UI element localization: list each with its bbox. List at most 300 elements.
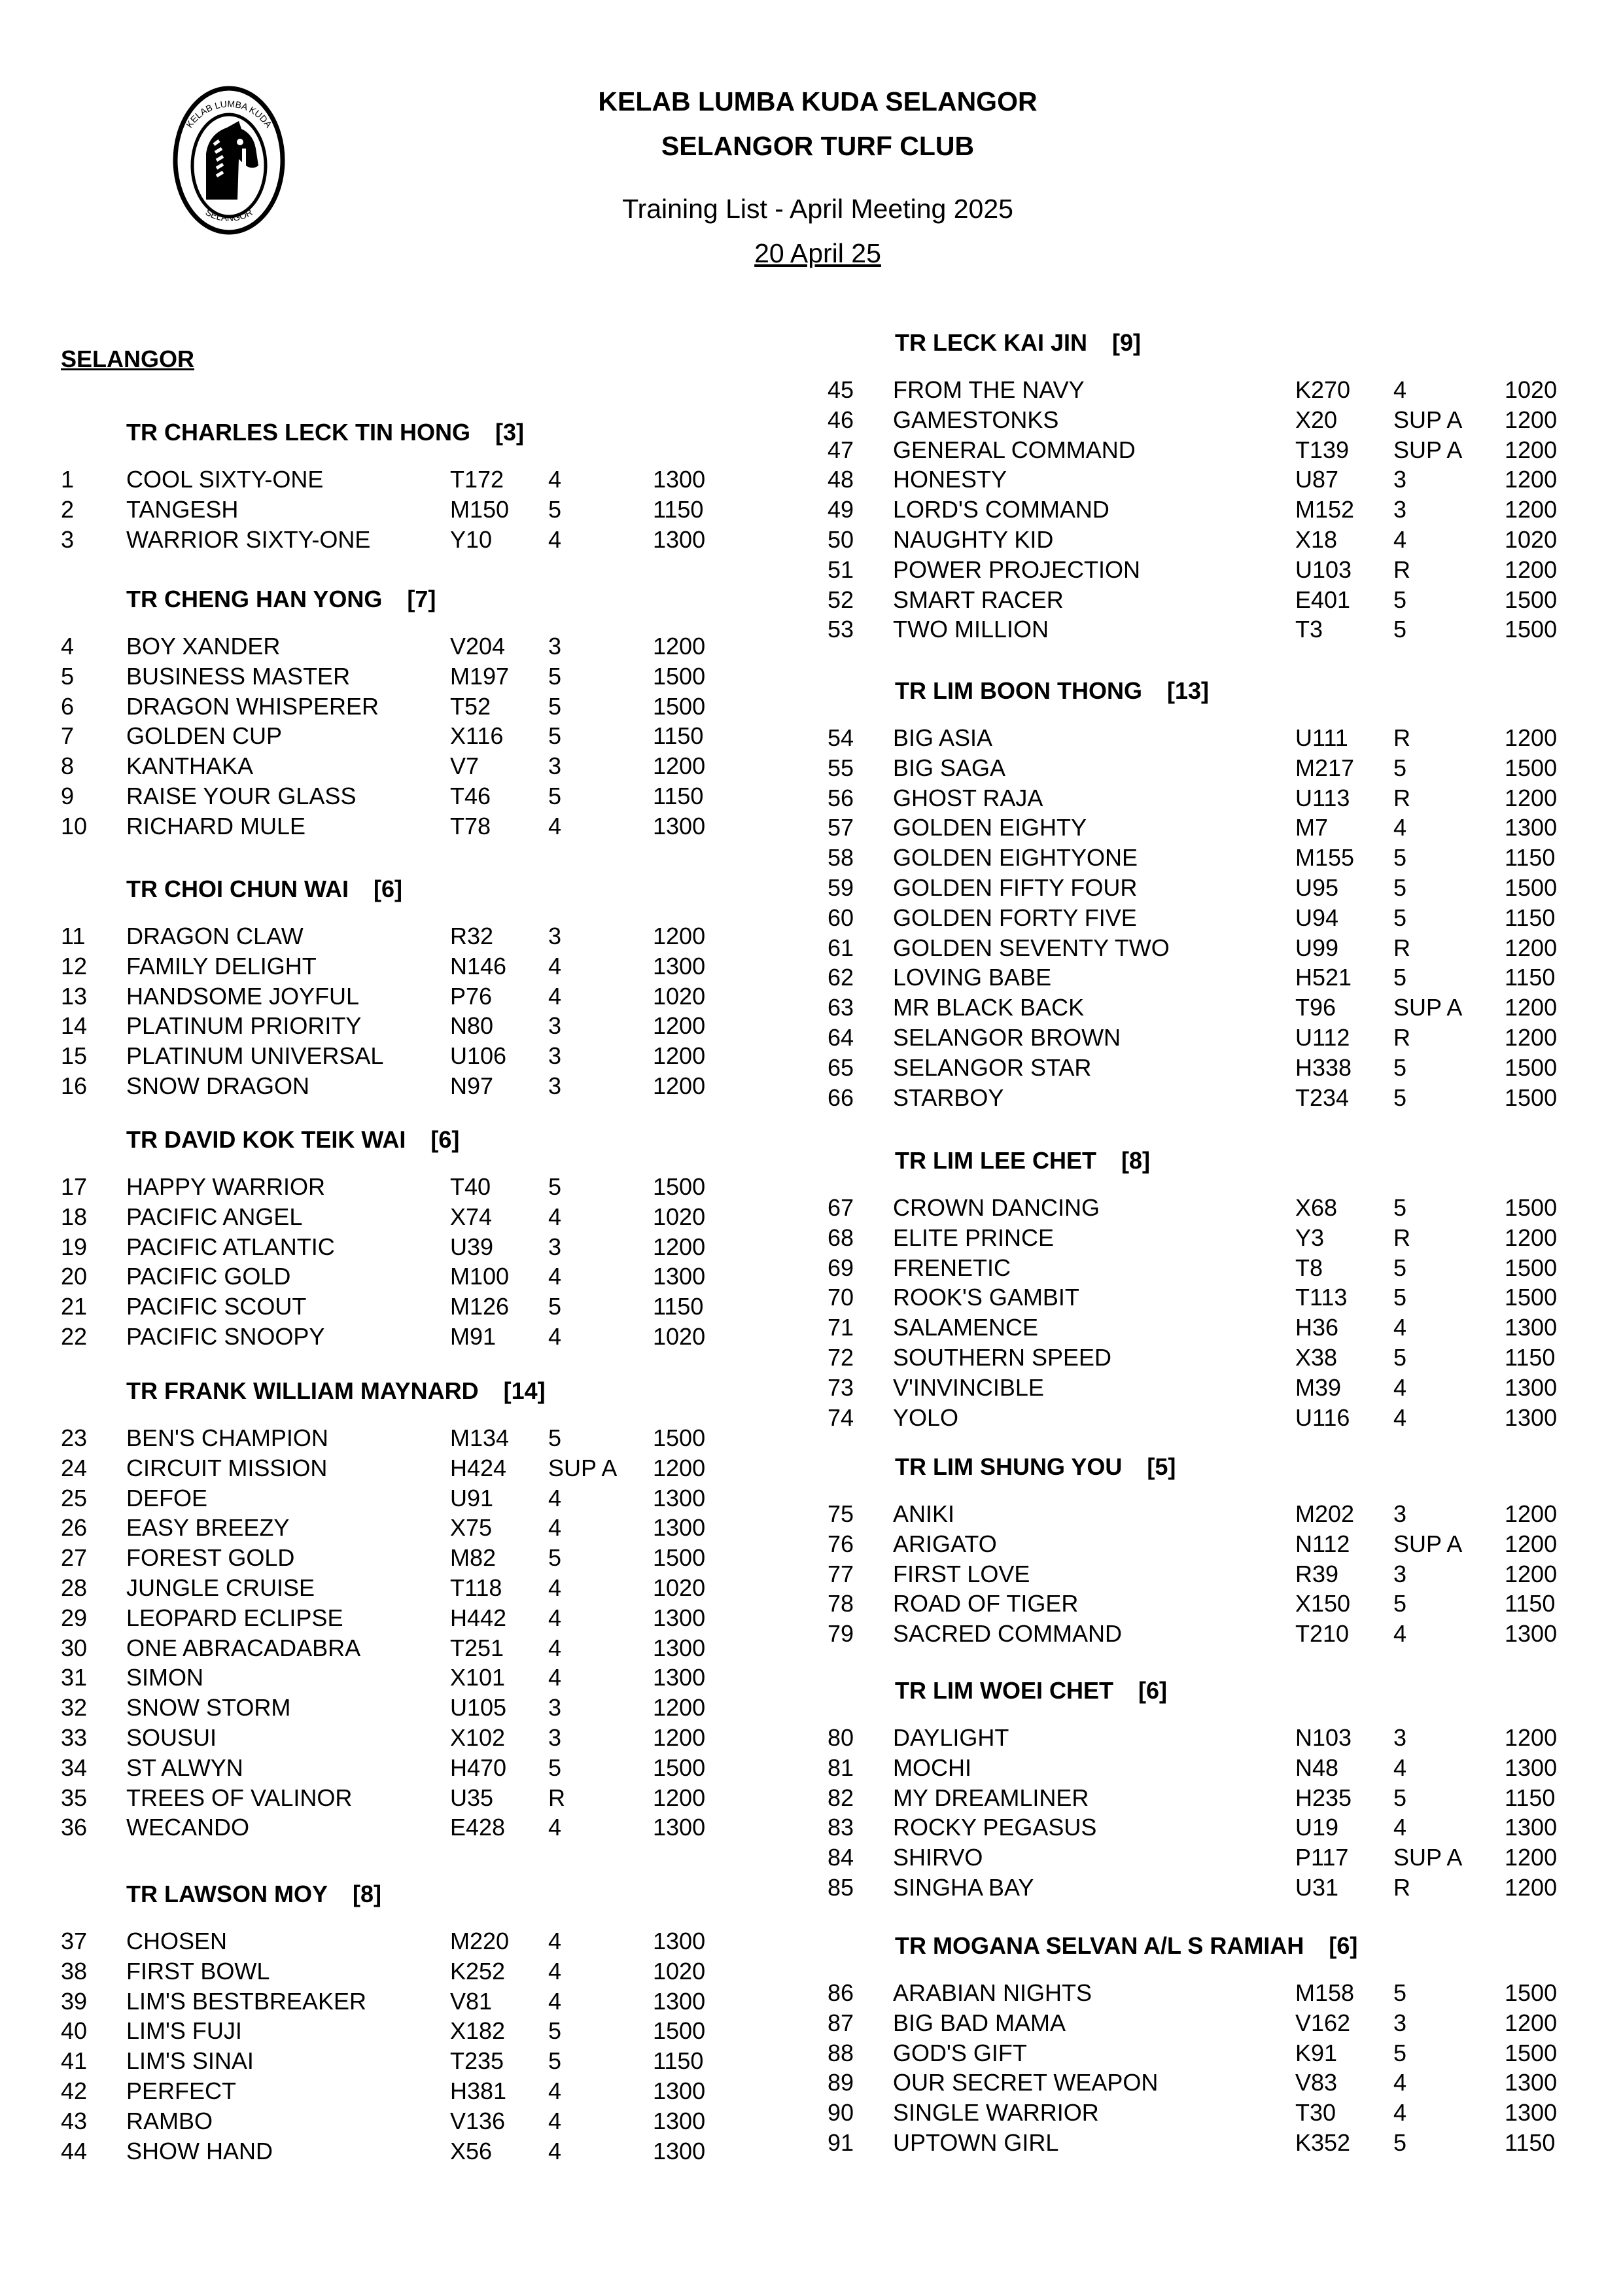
horse-name: WARRIOR SIXTY-ONE — [126, 525, 371, 553]
horse-name: BIG BAD MAMA — [893, 2009, 1066, 2036]
meeting-date: 20 April 25 — [754, 238, 881, 268]
horse-code: T78 — [450, 812, 491, 839]
horse-code: R39 — [1295, 1560, 1339, 1587]
horse-distance: 1200 — [1505, 1530, 1558, 1557]
horse-number: 62 — [828, 964, 854, 991]
horse-name: ONE ABRACADABRA — [126, 1634, 361, 1661]
horse-class: 4 — [1393, 814, 1407, 841]
horse-class: SUP A — [1393, 1844, 1463, 1871]
horse-distance: 1200 — [653, 1454, 706, 1481]
horse-code: K352 — [1295, 2129, 1351, 2156]
horse-name: EASY BREEZY — [126, 1514, 290, 1542]
horse-name: LIM'S BESTBREAKER — [126, 1987, 366, 2015]
horse-number: 68 — [828, 1224, 854, 1251]
horse-number: 20 — [61, 1263, 88, 1290]
horse-distance: 1300 — [653, 1604, 706, 1631]
horse-code: U105 — [450, 1694, 507, 1722]
horse-class: R — [1393, 1874, 1410, 1901]
horse-distance: 1300 — [1505, 2099, 1558, 2127]
horse-name: GHOST RAJA — [893, 784, 1043, 811]
horse-name: BUSINESS MASTER — [126, 662, 351, 690]
horse-number: 77 — [828, 1560, 854, 1587]
horse-name: WECANDO — [126, 1814, 249, 1841]
horse-class: 3 — [548, 1072, 562, 1099]
horse-number: 1 — [61, 466, 75, 493]
horse-class: 5 — [1393, 616, 1407, 643]
horse-class: 5 — [548, 1293, 562, 1320]
horse-code: H424 — [450, 1454, 507, 1481]
horse-number: 52 — [828, 586, 854, 613]
horse-number: 55 — [828, 754, 854, 781]
horse-code: V204 — [450, 633, 506, 660]
horse-distance: 1200 — [1505, 1224, 1558, 1251]
horse-code: T3 — [1295, 616, 1323, 643]
horse-distance: 1150 — [1505, 1784, 1556, 1811]
horse-number: 13 — [61, 982, 88, 1010]
horse-name: V'INVINCIBLE — [893, 1373, 1044, 1401]
horse-code: X20 — [1295, 406, 1338, 433]
horse-code: T118 — [450, 1574, 502, 1601]
horse-distance: 1500 — [653, 1424, 706, 1451]
horse-name: PACIFIC ANGEL — [126, 1203, 303, 1230]
horse-class: 4 — [548, 2137, 562, 2164]
horse-code: N146 — [450, 952, 507, 980]
horse-distance: 1150 — [1505, 1590, 1556, 1617]
horse-number: 49 — [828, 496, 854, 523]
horse-name: SNOW DRAGON — [126, 1072, 310, 1099]
horse-class: 4 — [548, 2077, 562, 2104]
horse-name: YOLO — [893, 1404, 959, 1431]
horse-class: 4 — [548, 1514, 562, 1542]
horse-name: GAMESTONKS — [893, 406, 1059, 433]
horse-distance: 1200 — [653, 1724, 706, 1751]
horse-code: T30 — [1295, 2099, 1336, 2127]
horse-number: 11 — [61, 923, 86, 949]
horse-code: H338 — [1295, 1053, 1352, 1081]
horse-name: COOL SIXTY-ONE — [126, 466, 324, 493]
horse-distance: 1200 — [1505, 1024, 1558, 1051]
horse-distance: 1300 — [653, 1263, 706, 1290]
horse-name: PERFECT — [126, 2077, 237, 2104]
horse-number: 67 — [828, 1194, 854, 1221]
horse-distance: 1200 — [1505, 1844, 1558, 1871]
horse-code: T210 — [1295, 1620, 1350, 1648]
horse-class: R — [1393, 1224, 1410, 1251]
horse-class: 4 — [1393, 526, 1407, 553]
horse-distance: 1500 — [653, 2017, 706, 2045]
horse-code: U106 — [450, 1042, 507, 1070]
horse-name: FIRST BOWL — [126, 1957, 270, 1985]
horse-distance: 1500 — [653, 1173, 706, 1200]
horse-number: 19 — [61, 1233, 88, 1260]
horse-number: 29 — [61, 1604, 88, 1631]
horse-code: V7 — [450, 752, 480, 780]
horse-class: 3 — [1393, 1560, 1407, 1587]
horse-name: PACIFIC GOLD — [126, 1263, 291, 1290]
horse-name: TANGESH — [126, 495, 239, 523]
horse-class: SUP A — [1393, 1530, 1463, 1557]
horse-code: X101 — [450, 1664, 506, 1691]
horse-code: V162 — [1295, 2009, 1351, 2036]
trainer-name: TR LIM LEE CHET — [895, 1147, 1096, 1174]
horse-name: ARABIAN NIGHTS — [893, 1979, 1092, 2006]
horse-name: SOUTHERN SPEED — [893, 1344, 1112, 1371]
horse-distance: 1500 — [1505, 1284, 1558, 1311]
horse-code: M91 — [450, 1323, 497, 1350]
horse-name: MY DREAMLINER — [893, 1784, 1089, 1811]
horse-code: X74 — [450, 1203, 493, 1230]
horse-name: DAYLIGHT — [893, 1724, 1009, 1751]
horse-number: 21 — [61, 1293, 88, 1320]
horse-code: V81 — [450, 1987, 493, 2015]
trainer-heading — [895, 1147, 1150, 1174]
horse-class: 5 — [548, 2047, 562, 2075]
horse-class: 3 — [548, 1724, 562, 1751]
horse-distance: 1200 — [1505, 1500, 1558, 1527]
horse-distance: 1500 — [1505, 1194, 1558, 1221]
horse-name: ROOK'S GAMBIT — [893, 1284, 1079, 1311]
horse-distance: 1300 — [1505, 814, 1558, 841]
trainer-horse-count: [14] — [503, 1377, 546, 1404]
logo-text-bottom: SELANGOR — [203, 206, 254, 224]
trainer-heading — [126, 1126, 459, 1154]
horse-class: 5 — [1393, 1284, 1407, 1311]
horse-code: X38 — [1295, 1344, 1338, 1371]
horse-code: P76 — [450, 982, 493, 1010]
horse-number: 7 — [61, 722, 75, 750]
horse-number: 89 — [828, 2069, 854, 2096]
horse-distance: 1150 — [1505, 964, 1556, 991]
horse-class: 5 — [1393, 1084, 1407, 1111]
horse-distance: 1200 — [1505, 2009, 1558, 2036]
horse-code: V83 — [1295, 2069, 1338, 2096]
horse-distance: 1150 — [653, 722, 704, 750]
horse-number: 18 — [61, 1203, 88, 1230]
horse-code: M39 — [1295, 1373, 1342, 1401]
horse-code: N103 — [1295, 1724, 1352, 1751]
horse-name: PACIFIC SCOUT — [126, 1293, 307, 1320]
trainer-horse-count: [7] — [407, 586, 436, 612]
horse-code: M155 — [1295, 844, 1355, 872]
horse-distance: 1200 — [653, 1012, 706, 1040]
horse-number: 65 — [828, 1053, 854, 1081]
horse-number: 64 — [828, 1024, 854, 1051]
horse-number: 85 — [828, 1874, 854, 1901]
horse-distance: 1020 — [653, 982, 706, 1010]
horse-name: CROWN DANCING — [893, 1194, 1100, 1221]
horse-code: M152 — [1295, 496, 1355, 523]
horse-distance: 1150 — [653, 1293, 704, 1320]
horse-code: U116 — [1295, 1404, 1350, 1431]
trainer-horse-count: [9] — [1112, 329, 1142, 356]
horse-class: SUP A — [1393, 436, 1463, 463]
horse-distance: 1500 — [653, 692, 706, 720]
horse-name: LEOPARD ECLIPSE — [126, 1604, 343, 1631]
horse-code: U39 — [450, 1233, 494, 1260]
horse-class: 4 — [548, 1987, 562, 2015]
horse-distance: 1200 — [653, 633, 706, 660]
horse-code: Y10 — [450, 525, 493, 553]
horse-distance: 1300 — [653, 1814, 706, 1841]
horse-class: 5 — [1393, 1979, 1407, 2006]
horse-class: 4 — [548, 2107, 562, 2134]
horse-number: 42 — [61, 2077, 88, 2104]
horse-class: 4 — [1393, 1754, 1407, 1781]
horse-distance: 1300 — [1505, 1373, 1558, 1401]
horse-code: T8 — [1295, 1254, 1323, 1281]
horse-number: 66 — [828, 1084, 854, 1111]
horse-distance: 1150 — [1505, 1344, 1556, 1371]
horse-class: SUP A — [548, 1454, 618, 1481]
horse-code: X182 — [450, 2017, 506, 2045]
horse-class: 4 — [1393, 2099, 1407, 2127]
horse-name: STARBOY — [893, 1084, 1004, 1111]
horse-distance: 1200 — [1505, 406, 1558, 433]
horse-class: 3 — [548, 923, 562, 949]
trainer-name: TR LECK KAI JIN — [895, 329, 1088, 356]
trainer-heading — [126, 1377, 546, 1405]
horse-number: 80 — [828, 1724, 854, 1751]
horse-name: DEFOE — [126, 1484, 208, 1511]
horse-distance: 1150 — [1505, 904, 1556, 931]
horse-distance: 1300 — [653, 1664, 706, 1691]
horse-class: 3 — [1393, 466, 1407, 493]
horse-number: 47 — [828, 436, 854, 463]
region-heading: SELANGOR — [61, 345, 195, 372]
horse-class: 4 — [548, 1957, 562, 1985]
horse-distance: 1300 — [653, 1484, 706, 1511]
horse-number: 48 — [828, 466, 854, 493]
horse-code: M220 — [450, 1928, 510, 1954]
trainer-horse-count: [6] — [430, 1126, 460, 1153]
horse-code: T235 — [450, 2047, 504, 2075]
trainer-horse-count: [6] — [1138, 1677, 1167, 1704]
horse-class: 3 — [548, 1694, 562, 1722]
horse-distance: 1500 — [653, 1754, 706, 1781]
horse-code: T46 — [450, 783, 491, 809]
horse-name: TWO MILLION — [893, 616, 1049, 643]
horse-number: 86 — [828, 1979, 854, 2006]
horse-number: 41 — [61, 2047, 88, 2075]
horse-code: U91 — [450, 1484, 494, 1511]
trainer-heading — [126, 1881, 381, 1908]
trainer-horse-count: [8] — [1121, 1147, 1150, 1174]
horse-name: MOCHI — [893, 1754, 971, 1781]
horse-name: UPTOWN GIRL — [893, 2129, 1059, 2156]
horse-class: 5 — [1393, 2129, 1407, 2156]
logo-text-top: KELAB LUMBA KUDA — [184, 98, 274, 130]
club-logo-icon — [167, 82, 291, 239]
horse-number: 44 — [61, 2137, 88, 2164]
horse-distance: 1300 — [653, 1987, 706, 2015]
horse-code: M202 — [1295, 1500, 1355, 1527]
horse-code: U35 — [450, 1784, 494, 1811]
horse-number: 9 — [61, 783, 75, 809]
horse-name: SACRED COMMAND — [893, 1620, 1123, 1648]
horse-code: Y3 — [1295, 1224, 1325, 1251]
horse-number: 70 — [828, 1284, 854, 1311]
horse-number: 35 — [61, 1784, 88, 1811]
horse-distance: 1300 — [653, 952, 706, 980]
svg-text:SELANGOR — [204, 207, 254, 223]
horse-distance: 1300 — [653, 2107, 706, 2134]
horse-number: 75 — [828, 1500, 854, 1527]
horse-number: 24 — [61, 1454, 88, 1481]
horse-number: 84 — [828, 1844, 854, 1871]
horse-number: 82 — [828, 1784, 854, 1811]
horse-distance: 1300 — [653, 2077, 706, 2104]
horse-name: RAISE YOUR GLASS — [126, 783, 357, 809]
horse-name: CHOSEN — [126, 1928, 228, 1954]
horse-distance: 1200 — [1505, 724, 1558, 751]
horse-distance: 1300 — [653, 2137, 706, 2164]
horse-name: JUNGLE CRUISE — [126, 1574, 315, 1601]
horse-distance: 1500 — [1505, 754, 1558, 781]
horse-name: CIRCUIT MISSION — [126, 1454, 328, 1481]
horse-class: 5 — [1393, 874, 1407, 901]
horse-name: SHIRVO — [893, 1844, 983, 1871]
horse-number: 2 — [61, 495, 75, 523]
horse-code: K91 — [1295, 2039, 1338, 2066]
horse-name: MR BLACK BACK — [893, 994, 1085, 1021]
horse-code: H36 — [1295, 1314, 1339, 1341]
horse-distance: 1300 — [1505, 2069, 1558, 2096]
horse-code: T172 — [450, 466, 504, 493]
horse-number: 26 — [61, 1514, 88, 1542]
horse-name: SINGHA BAY — [893, 1874, 1034, 1901]
horse-distance: 1020 — [653, 1203, 706, 1230]
horse-distance: 1200 — [653, 752, 706, 780]
horse-code: V136 — [450, 2107, 506, 2134]
horse-distance: 1200 — [1505, 466, 1558, 493]
horse-number: 54 — [828, 724, 854, 751]
horse-name: BIG SAGA — [893, 754, 1006, 781]
horse-number: 27 — [61, 1544, 88, 1572]
horse-class: 5 — [1393, 586, 1407, 613]
horse-name: GENERAL COMMAND — [893, 436, 1136, 463]
horse-class: 3 — [1393, 1724, 1407, 1751]
club-subtitle: SELANGOR TURF CLUB — [661, 131, 975, 161]
horse-code: U95 — [1295, 874, 1339, 901]
horse-class: 3 — [1393, 1500, 1407, 1527]
horse-class: 5 — [1393, 904, 1407, 931]
horse-code: M7 — [1295, 814, 1329, 841]
horse-code: E428 — [450, 1814, 506, 1841]
horse-name: GOLDEN EIGHTY — [893, 814, 1087, 841]
horse-number: 25 — [61, 1484, 88, 1511]
horse-number: 33 — [61, 1724, 88, 1751]
horse-number: 23 — [61, 1424, 88, 1451]
horse-number: 8 — [61, 752, 75, 780]
horse-number: 3 — [61, 525, 75, 553]
trainer-heading — [126, 586, 436, 613]
horse-distance: 1300 — [653, 1634, 706, 1661]
horse-class: R — [548, 1784, 565, 1811]
trainer-name: TR FRANK WILLIAM MAYNARD — [126, 1377, 479, 1404]
horse-name: PLATINUM UNIVERSAL — [126, 1042, 384, 1070]
horse-name: ROAD OF TIGER — [893, 1590, 1079, 1617]
horse-name: SMART RACER — [893, 586, 1064, 613]
horse-number: 32 — [61, 1694, 88, 1722]
horse-class: 4 — [548, 466, 562, 493]
horse-class: R — [1393, 934, 1410, 961]
horse-distance: 1300 — [653, 1928, 706, 1954]
trainer-heading — [895, 677, 1209, 705]
horse-class: 4 — [1393, 1620, 1407, 1648]
horse-distance: 1500 — [1505, 1254, 1558, 1281]
horse-class: 3 — [548, 633, 562, 660]
horse-code: H470 — [450, 1754, 507, 1781]
horse-name: ARIGATO — [893, 1530, 997, 1557]
trainer-name: TR CHARLES LECK TIN HONG — [126, 419, 470, 446]
horse-code: U111 — [1295, 724, 1348, 751]
trainer-horse-count: [6] — [373, 875, 402, 902]
horse-class: 4 — [1393, 1314, 1407, 1341]
horse-distance: 1200 — [653, 1694, 706, 1722]
horse-distance: 1150 — [653, 495, 704, 523]
horse-number: 40 — [61, 2017, 88, 2045]
horse-class: 4 — [548, 525, 562, 553]
horse-distance: 1500 — [1505, 1979, 1558, 2006]
horse-class: 5 — [548, 2017, 562, 2045]
horse-number: 10 — [61, 812, 88, 839]
horse-number: 57 — [828, 814, 854, 841]
horse-name: SALAMENCE — [893, 1314, 1039, 1341]
horse-class: 5 — [1393, 2039, 1407, 2066]
horse-code: X116 — [450, 722, 504, 750]
horse-distance: 1200 — [1505, 436, 1558, 463]
horse-class: 4 — [1393, 1814, 1407, 1841]
horse-class: 3 — [548, 1012, 562, 1040]
horse-name: BOY XANDER — [126, 633, 281, 660]
horse-name: GOLDEN FIFTY FOUR — [893, 874, 1138, 901]
horse-number: 4 — [61, 633, 75, 660]
horse-code: X150 — [1295, 1590, 1351, 1617]
horse-number: 34 — [61, 1754, 88, 1781]
horse-distance: 1200 — [653, 1042, 706, 1070]
horse-distance: 1200 — [653, 1233, 706, 1260]
horse-class: 3 — [1393, 2009, 1407, 2036]
horse-code: U87 — [1295, 466, 1339, 493]
horse-code: U19 — [1295, 1814, 1339, 1841]
horse-distance: 1300 — [1505, 1814, 1558, 1841]
horse-name: LOVING BABE — [893, 964, 1052, 991]
horse-name: SELANGOR STAR — [893, 1053, 1092, 1081]
horse-code: T96 — [1295, 994, 1336, 1021]
horse-number: 43 — [61, 2107, 88, 2134]
horse-class: 5 — [548, 783, 562, 809]
horse-number: 39 — [61, 1987, 88, 2015]
horse-code: T113 — [1295, 1284, 1348, 1311]
horse-class: 5 — [1393, 1784, 1407, 1811]
horse-distance: 1020 — [1505, 376, 1558, 403]
horse-distance: 1150 — [1505, 2129, 1556, 2156]
horse-number: 6 — [61, 692, 75, 720]
horse-name: GOLDEN CUP — [126, 722, 283, 750]
horse-distance: 1300 — [653, 525, 706, 553]
horse-distance: 1200 — [1505, 556, 1558, 583]
horse-distance: 1020 — [653, 1323, 706, 1350]
horse-number: 30 — [61, 1634, 88, 1661]
horse-name: LIM'S FUJI — [126, 2017, 242, 2045]
horse-distance: 1200 — [1505, 1560, 1558, 1587]
horse-number: 14 — [61, 1012, 88, 1040]
horse-class: 5 — [548, 662, 562, 690]
trainer-name: TR MOGANA SELVAN A/L S RAMIAH — [895, 1932, 1304, 1959]
horse-class: R — [1393, 784, 1410, 811]
horse-code: X75 — [450, 1514, 493, 1542]
horse-code: M197 — [450, 662, 510, 690]
